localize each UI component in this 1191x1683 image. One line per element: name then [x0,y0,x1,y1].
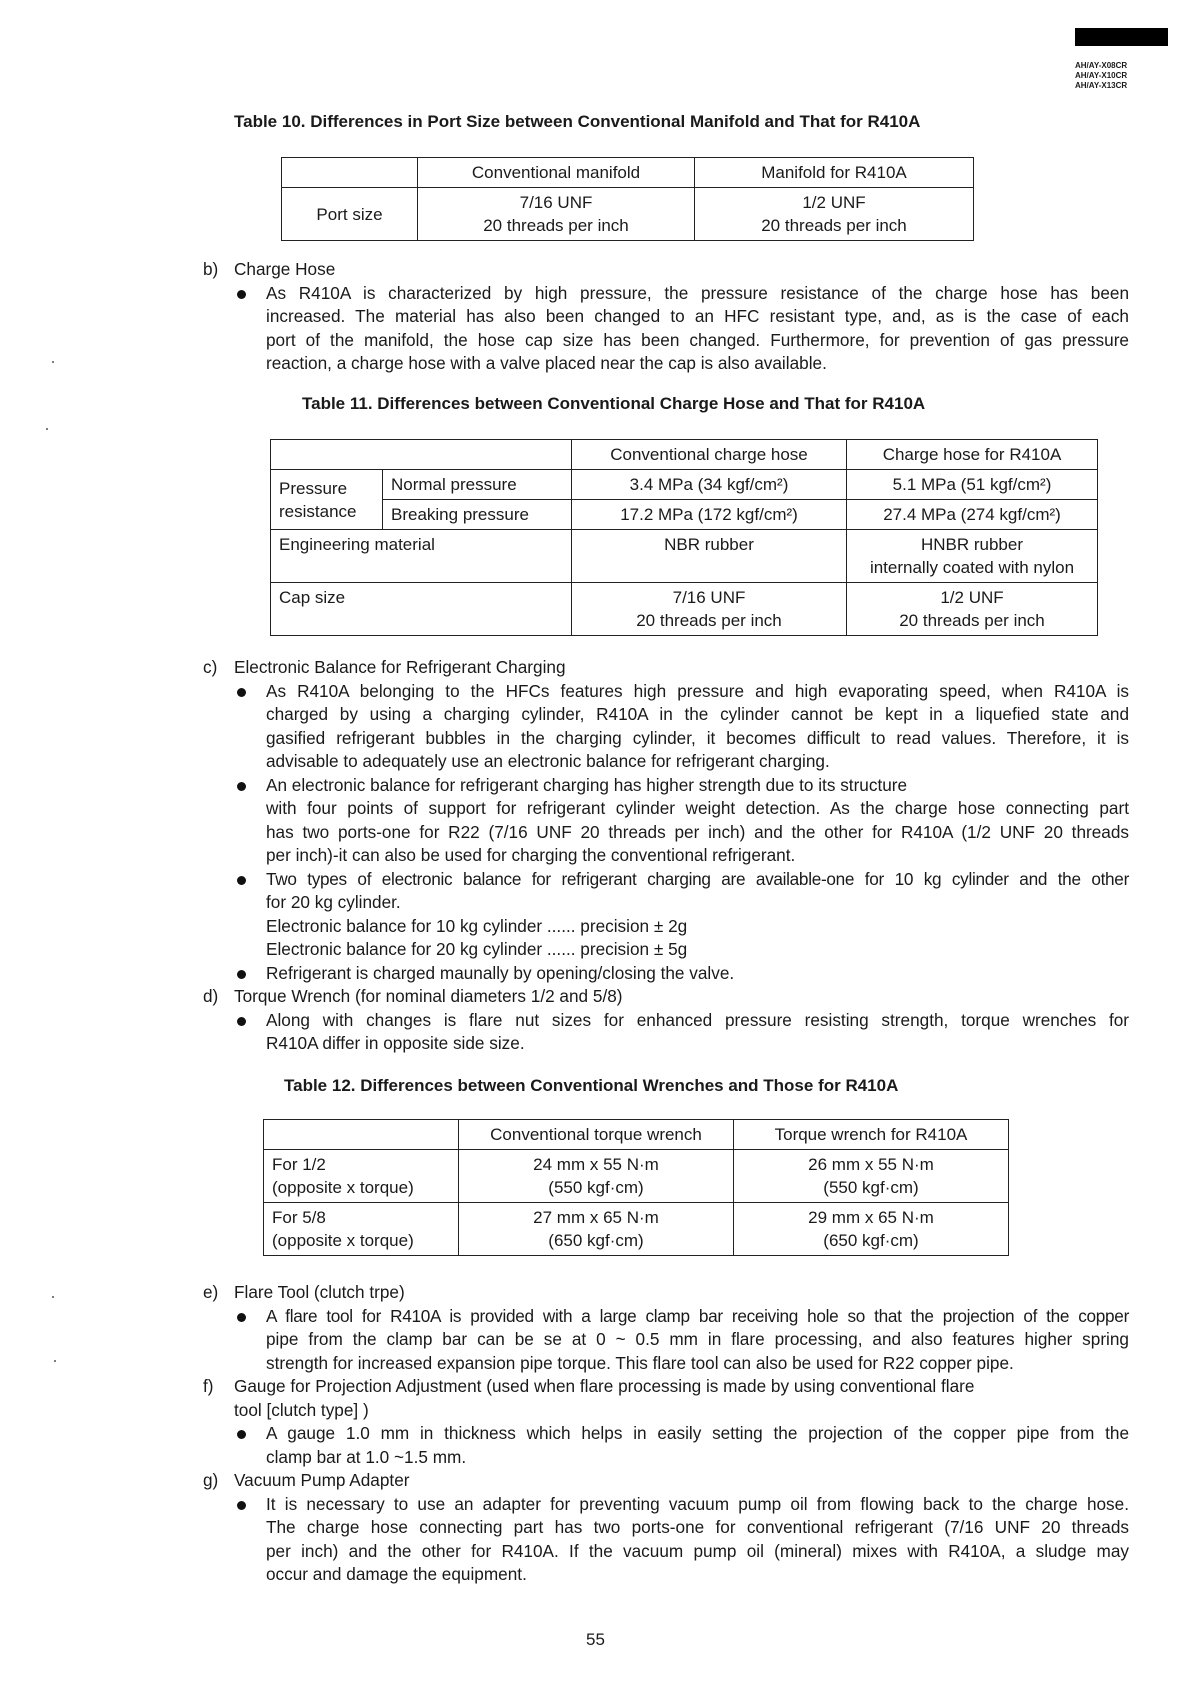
section-letter: g) [203,1470,219,1490]
table11-cap-conv [572,583,847,636]
section-e [203,1281,1129,1587]
model-code: AH/AY-X10CR [1075,71,1128,80]
cell-line: Pressure [279,478,348,498]
cell-line: 7/16 UNF [672,588,746,607]
table11-material-label: Engineering material [271,530,572,583]
section-letter: c) [203,657,218,677]
text-line: R410A differ in opposite side size. [266,1033,525,1053]
text-line: strength for increased expansion pipe torque. This flare tool can also be used for R22 copper pipe. [266,1352,1014,1373]
text-line: occur and damage the equipment. [266,1564,527,1584]
text-line: port of the manifold, the hose cap size has been changed. Furthermore, for prevention of gas pressure [266,329,1129,350]
table10-empty-header [282,158,418,188]
table11-normal-conv: 3.4 MPa (34 kgf/cm²) [572,470,847,500]
table11-col-header: Conventional charge hose [572,440,847,470]
scan-speck [54,1360,56,1362]
section-title: Electronic Balance for Refrigerant Charging [234,657,566,677]
bullet-item [234,1009,1129,1056]
table10-col-header: Conventional manifold [418,158,695,188]
table11 [270,439,1098,636]
cell-line: 26 mm x 55 N·m [808,1155,934,1174]
bullet-item [234,868,1129,962]
bullet-item [234,1305,1129,1376]
cell-line: For 5/8 [272,1208,326,1227]
text-line: A flare tool for R410A is provided with a large clamp bar receiving hole so that the projection of the copper [266,1305,1129,1326]
scan-speck [46,428,48,430]
text-line: Electronic balance for 10 kg cylinder ...... precision ± 2g [266,915,688,936]
table10-caption: Table 10. Differences in Port Size between Conventional Manifold and That for R410A [234,112,921,131]
bullet-icon [237,290,246,299]
bullet-icon [237,1430,246,1439]
section-f [203,1375,1129,1399]
header-black-bar [1075,28,1168,46]
bullet-item [234,962,1129,986]
table11-normal-r410a: 5.1 MPa (51 kgf/cm²) [847,470,1098,500]
section-title: Flare Tool (clutch trpe) [234,1282,405,1302]
table11-material-conv: NBR rubber [572,530,847,583]
table11-pressure-label [271,470,383,530]
text-line: Refrigerant is charged maunally by opening/closing the valve. [266,962,735,983]
section-b [203,258,1129,376]
table12-col-header: Conventional torque wrench [459,1120,734,1150]
text-line: clamp bar at 1.0 ~1.5 mm. [266,1446,467,1467]
cell-line: internally coated with nylon [869,558,1075,577]
cell-line: 1/2 UNF [802,193,866,212]
cell-line: (550 kgf·cm) [548,1178,644,1197]
table11-cap-label: Cap size [271,583,572,636]
table10-cell-conventional [418,188,695,241]
table11-normal-label: Normal pressure [383,470,572,500]
text-line: has two ports-one for R22 (7/16 UNF 20 threads per inch) and the other for R410A (1/2 UNF 20 threads [266,821,1129,842]
section-letter: f) [203,1376,214,1396]
table11-cap-r410a [847,583,1098,636]
table11-material-r410a [847,530,1098,583]
bullet-icon [237,1313,246,1322]
text-line: pipe from the clamp bar can be se at 0 ~ 0.5 mm in flare processing, and also features higher spring [266,1329,1129,1349]
cell-line: (550 kgf·cm) [823,1178,919,1197]
text-line: As R410A is characterized by high pressure, the pressure resistance of the charge hose has been [266,282,1129,303]
section-title: Charge Hose [234,259,336,279]
text-line: gasified refrigerant bubbles in the charging cylinder, it becomes difficult to read values. Therefore, it is [266,727,1129,748]
text-line: Electronic balance for 20 kg cylinder ...... precision ± 5g [266,939,688,959]
table11-breaking-r410a: 27.4 MPa (274 kgf/cm²) [847,500,1098,530]
section-d [203,985,1129,1009]
section-title: Gauge for Projection Adjustment (used when flare processing is made by using conventional flare [234,1376,975,1396]
section-letter: b) [203,259,219,279]
cell-line: (650 kgf·cm) [823,1231,919,1250]
model-list [1075,61,1127,91]
bullet-icon [237,782,246,791]
table11-col-header: Charge hose for R410A [847,440,1098,470]
model-code: AH/AY-X13CR [1075,81,1128,90]
table11-caption: Table 11. Differences between Conventional Charge Hose and That for R410A [302,394,926,413]
text-line: per inch)-it can also be used for charging the conventional refrigerant. [266,845,796,865]
section-g [203,1469,1129,1493]
cell-line: For 1/2 [272,1155,326,1174]
section-letter: e) [203,1282,219,1302]
text-line: Two types of electronic balance for refrigerant charging are available-one for 10 kg cylinder and the other [266,868,1129,889]
section-title-cont: tool [clutch type] ) [234,1399,369,1420]
text-line: Along with changes is flare nut sizes for enhanced pressure resisting strength, torque wrenches for [266,1009,1129,1030]
text-line: increased. The material has also been changed to an HFC resistant type, and, as is the case of each [266,306,1129,326]
table12-row1-label [264,1150,459,1203]
text-line: reaction, a charge hose with a valve placed near the cap is also available. [266,353,827,373]
section-title: Torque Wrench (for nominal diameters 1/2 and 5/8) [234,986,623,1006]
bullet-item [234,1493,1129,1587]
cell-line: 20 threads per inch [636,611,782,630]
table12-row1-conv [459,1150,734,1203]
cell-line: 29 mm x 65 N·m [808,1208,934,1227]
model-code: AH/AY-X08CR [1075,61,1128,70]
table12-caption: Table 12. Differences between Conventional Wrenches and Those for R410A [284,1076,899,1095]
section-title: Vacuum Pump Adapter [234,1470,410,1490]
table12-row2-r410a [734,1203,1009,1256]
cell-line: HNBR rubber [920,535,1024,554]
cell-line: 20 threads per inch [761,216,907,235]
text-line: with four points of support for refrigerant cylinder weight detection. As the charge hose connecting part [266,798,1129,818]
text-line: advisable to adequately use an electronic balance for refrigerant charging. [266,751,830,771]
page-number: 55 [586,1630,605,1649]
text-line: As R410A belonging to the HFCs features high pressure and high evaporating speed, when R410A is [266,680,1129,701]
cell-line: 1/2 UNF [940,588,1004,607]
text-line: A gauge 1.0 mm in thickness which helps in easily setting the projection of the copper pipe from the [266,1423,1129,1443]
cell-line: 24 mm x 55 N·m [533,1155,659,1174]
bullet-item [234,680,1129,774]
table12-col-header: Torque wrench for R410A [734,1120,1009,1150]
bullet-item [234,282,1129,376]
bullet-item [234,774,1129,868]
table12 [263,1119,1009,1256]
section-c [203,656,1129,1056]
cell-line: 20 threads per inch [483,216,629,235]
section-letter: d) [203,986,219,1006]
bullet-icon [237,1017,246,1026]
scan-speck [52,1296,54,1298]
text-line: per inch) and the other for R410A. If the vacuum pump oil (mineral) mixes with R410A, a sludge may [266,1540,1129,1561]
table12-row2-label [264,1203,459,1256]
cell-line: 7/16 UNF [519,193,593,212]
bullet-icon [237,688,246,697]
bullet-icon [237,876,246,885]
scan-speck [52,361,54,363]
text-line: The charge hose connecting part has two ports-one for conventional refrigerant (7/16 UNF 20 threads [266,1517,1129,1537]
table11-empty-header [271,440,572,470]
cell-line: resistance [279,501,357,521]
bullet-icon [237,970,246,979]
bullet-icon [237,1501,246,1510]
cell-line: (opposite x torque) [272,1178,414,1197]
table12-empty-header [264,1120,459,1150]
table10-cell-r410a [695,188,974,241]
table11-breaking-label: Breaking pressure [383,500,572,530]
text-line: for 20 kg cylinder. [266,892,401,912]
bullet-item [234,1422,1129,1469]
table12-row2-conv [459,1203,734,1256]
cell-line: (650 kgf·cm) [548,1231,644,1250]
text-line: An electronic balance for refrigerant charging has higher strength due to its structure [266,774,908,795]
table10-col-header: Manifold for R410A [695,158,974,188]
cell-line: 20 threads per inch [899,611,1045,630]
cell-line: (opposite x torque) [272,1231,414,1250]
table10 [281,157,974,241]
text-line: It is necessary to use an adapter for preventing vacuum pump oil from flowing back to the charge hose. [266,1493,1129,1514]
text-line: charged by using a charging cylinder, R410A in the cylinder cannot be kept in a liquefied state and [266,704,1129,724]
table11-breaking-conv: 17.2 MPa (172 kgf/cm²) [572,500,847,530]
cell-line: 27 mm x 65 N·m [533,1208,659,1227]
table10-row-label: Port size [282,188,418,241]
table12-row1-r410a [734,1150,1009,1203]
